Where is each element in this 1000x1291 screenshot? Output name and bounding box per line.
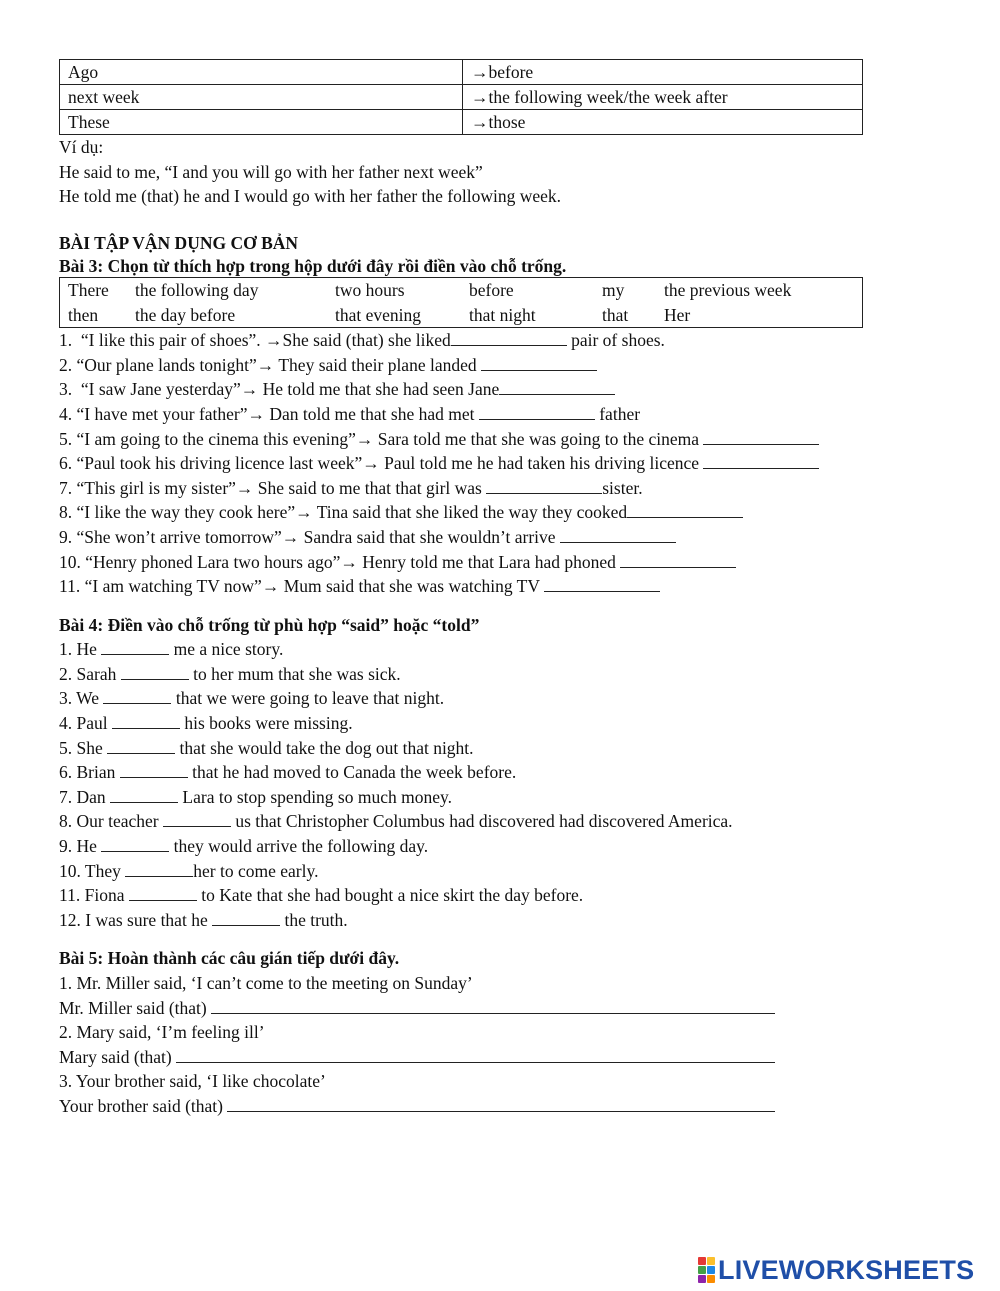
bai4-item-suffix: they would arrive the following day. (169, 836, 429, 857)
liveworksheets-logo (698, 1255, 974, 1285)
bai5-answer-line (59, 996, 939, 1021)
worksheet-page (59, 59, 939, 1119)
bai4-item (59, 760, 939, 785)
bai3-item-suffix: sister. (602, 477, 643, 498)
bai3-item (59, 500, 939, 525)
word-option: my (602, 280, 625, 301)
bai3-item-text: 9. “She won’t arrive tomorrow”→ Sandra said that she wouldn’t arrive (59, 526, 560, 547)
bai4-item-suffix: her to come early. (193, 860, 319, 881)
bai3-item-text: 1. “I like this pair of shoes”. →She said (that) she liked (59, 330, 451, 351)
logo-mark-cell (707, 1257, 715, 1265)
bai4-item-text: 1. He (59, 639, 102, 660)
word-option: There (68, 280, 109, 301)
word-option: before (469, 280, 514, 301)
bai3-item (59, 402, 939, 427)
answer-blank[interactable] (125, 860, 193, 877)
logo-mark-cell (707, 1266, 715, 1274)
bai4-item-text: 7. Dan (59, 786, 111, 807)
example-direct: He said to me, “I and you will go with her father next week” (59, 161, 483, 182)
bai4-item-suffix: the truth. (280, 909, 348, 930)
bai4-item-text: 3. We (59, 688, 104, 709)
bai3-item (59, 550, 939, 575)
answer-blank[interactable] (481, 354, 597, 371)
word-option: that (602, 304, 629, 325)
answer-blank[interactable] (627, 501, 743, 518)
bai3-item-suffix: pair of shoes. (566, 330, 665, 351)
bai4-title: Bài 4: Điền vào chỗ trống từ phù hợp “said” hoặc “told” (59, 614, 480, 635)
bai4-list (59, 637, 939, 932)
answer-blank[interactable] (163, 810, 231, 827)
bai4-item-suffix: that he had moved to Canada the week before. (187, 762, 517, 783)
word-option: that evening (335, 304, 422, 325)
bai4-item-suffix: to Kate that she had bought a nice skirt the day before. (196, 885, 584, 906)
answer-blank[interactable] (620, 551, 736, 568)
bai3-item (59, 476, 939, 501)
word-box (59, 277, 863, 328)
bai5-answer-line (59, 1045, 939, 1070)
answer-blank[interactable] (129, 884, 197, 901)
conversion-row (60, 85, 863, 110)
bai4-item-suffix: us that Christopher Columbus had discovered had discovered America. (230, 811, 733, 832)
bai4-item (59, 809, 939, 834)
answer-blank[interactable] (499, 378, 615, 395)
bai3-item-text: 7. “This girl is my sister”→ She said to me that that girl was (59, 477, 487, 498)
example-reported: He told me (that) he and I would go with her father the following week. (59, 186, 562, 207)
bai3-item-text: 3. “I saw Jane yesterday”→ He told me that she had seen Jane (59, 379, 500, 400)
bai4-item (59, 785, 939, 810)
answer-blank[interactable] (703, 452, 819, 469)
bai3-item (59, 427, 939, 452)
bai4-item (59, 834, 939, 859)
answer-blank[interactable] (227, 1095, 775, 1112)
bai3-item (59, 353, 939, 378)
answer-blank[interactable] (101, 638, 169, 655)
conversion-row (60, 60, 863, 85)
bai5-question: 2. Mary said, ‘I’m feeling ill’ (59, 1022, 265, 1043)
bai5-answer-line (59, 1094, 939, 1119)
answer-blank[interactable] (112, 712, 180, 729)
bai4-item-suffix: that she would take the dog out that night. (175, 737, 474, 758)
answer-blank[interactable] (110, 786, 178, 803)
bai3-item-text: 11. “I am watching TV now”→ Mum said that she was watching TV (59, 576, 545, 597)
bai3-item (59, 525, 939, 550)
answer-blank[interactable] (486, 477, 602, 494)
bai4-item-suffix: me a nice story. (169, 639, 284, 660)
bai3-item (59, 574, 939, 599)
answer-blank[interactable] (120, 761, 188, 778)
bai5-prompt: Mary said (that) (59, 1046, 177, 1067)
bai5-prompt: Mr. Miller said (that) (59, 997, 212, 1018)
answer-blank[interactable] (176, 1046, 775, 1063)
direct-word: These (60, 110, 463, 135)
answer-blank[interactable] (560, 526, 676, 543)
logo-mark-cell (698, 1275, 706, 1283)
word-box-row (60, 303, 862, 327)
bai3-list (59, 328, 939, 599)
bai3-title: Bài 3: Chọn từ thích hợp trong hộp dưới đây rồi điền vào chỗ trống. (59, 256, 567, 277)
bai3-item-suffix: father (594, 403, 641, 424)
bai5-list (59, 971, 939, 1119)
bai4-item (59, 883, 939, 908)
bai4-item-text: 2. Sarah (59, 663, 121, 684)
word-option: the following day (135, 280, 259, 301)
example-label: Ví dụ: (59, 137, 104, 157)
bai4-item (59, 736, 939, 761)
answer-blank[interactable] (211, 997, 775, 1014)
answer-blank[interactable] (103, 687, 171, 704)
logo-mark-cell (698, 1257, 706, 1265)
bai4-item (59, 859, 939, 884)
bai4-item-text: 4. Paul (59, 713, 112, 734)
direct-word: Ago (60, 60, 463, 85)
bai3-item-text: 8. “I like the way they cook here”→ Tina said that she liked the way they cooked (59, 502, 628, 523)
bai4-item-text: 11. Fiona (59, 885, 129, 906)
logo-text: LIVEWORKSHEETS (718, 1254, 975, 1285)
bai3-item-text: 4. “I have met your father”→ Dan told me that she had met (59, 403, 479, 424)
bai3-item-text: 2. “Our plane lands tonight”→ They said their plane landed (59, 354, 481, 375)
word-box-row (60, 278, 862, 302)
answer-blank[interactable] (121, 663, 189, 680)
word-option: that night (469, 304, 536, 325)
direct-word: next week (60, 85, 463, 110)
bai4-item-text: 6. Brian (59, 762, 120, 783)
bai4-item (59, 711, 939, 736)
logo-mark-cell (707, 1275, 715, 1283)
conversion-row (60, 110, 863, 135)
word-option: then (68, 304, 99, 325)
bai5-prompt: Your brother said (that) (59, 1095, 228, 1116)
word-option: the day before (135, 304, 236, 325)
bai4-item (59, 637, 939, 662)
word-option: the previous week (664, 280, 792, 301)
bai3-item-text: 6. “Paul took his driving licence last week”→ Paul told me he had taken his driving licence (59, 453, 704, 474)
answer-blank[interactable] (544, 575, 660, 592)
logo-mark-icon (698, 1257, 715, 1283)
bai5-question: 1. Mr. Miller said, ‘I can’t come to the meeting on Sunday’ (59, 973, 473, 993)
bai5-question: 3. Your brother said, ‘I like chocolate’ (59, 1071, 326, 1092)
bai3-item (59, 451, 939, 476)
bai3-item (59, 377, 939, 402)
answer-blank[interactable] (703, 428, 819, 445)
bai4-item-text: 5. She (59, 737, 108, 758)
logo-mark-cell (698, 1266, 706, 1274)
bai4-item (59, 662, 939, 687)
bai3-item-text: 10. “Henry phoned Lara two hours ago”→ Henry told me that Lara had phoned (59, 551, 621, 572)
bai4-item-text: 12. I was sure that he (59, 909, 213, 930)
bai4-item-suffix: his books were missing. (180, 713, 353, 734)
conversion-table (59, 59, 863, 135)
bai4-item (59, 686, 939, 711)
bai4-item-suffix: Lara to stop spending so much money. (178, 786, 452, 807)
word-option: Her (664, 304, 691, 325)
reported-word: →those (463, 110, 863, 135)
answer-blank[interactable] (101, 835, 169, 852)
reported-word: →the following week/the week after (463, 85, 863, 110)
reported-word: →before (463, 60, 863, 85)
answer-blank[interactable] (451, 329, 567, 346)
bai4-item (59, 908, 939, 933)
bai3-item (59, 328, 939, 353)
bai5-title: Bài 5: Hoàn thành các câu gián tiếp dưới đây. (59, 948, 400, 969)
bai4-item-text: 8. Our teacher (59, 811, 163, 832)
bai4-item-text: 10. They (59, 860, 126, 881)
answer-blank[interactable] (479, 403, 595, 420)
section-heading: BÀI TẬP VẬN DỤNG CƠ BẢN (59, 232, 299, 253)
answer-blank[interactable] (212, 909, 280, 926)
bai4-item-text: 9. He (59, 836, 102, 857)
bai4-item-suffix: that we were going to leave that night. (171, 688, 445, 709)
answer-blank[interactable] (107, 737, 175, 754)
bai4-item-suffix: to her mum that she was sick. (188, 663, 401, 684)
word-option: two hours (335, 280, 405, 301)
bai3-item-text: 5. “I am going to the cinema this evening”→ Sara told me that she was going to the cinema (59, 428, 704, 449)
